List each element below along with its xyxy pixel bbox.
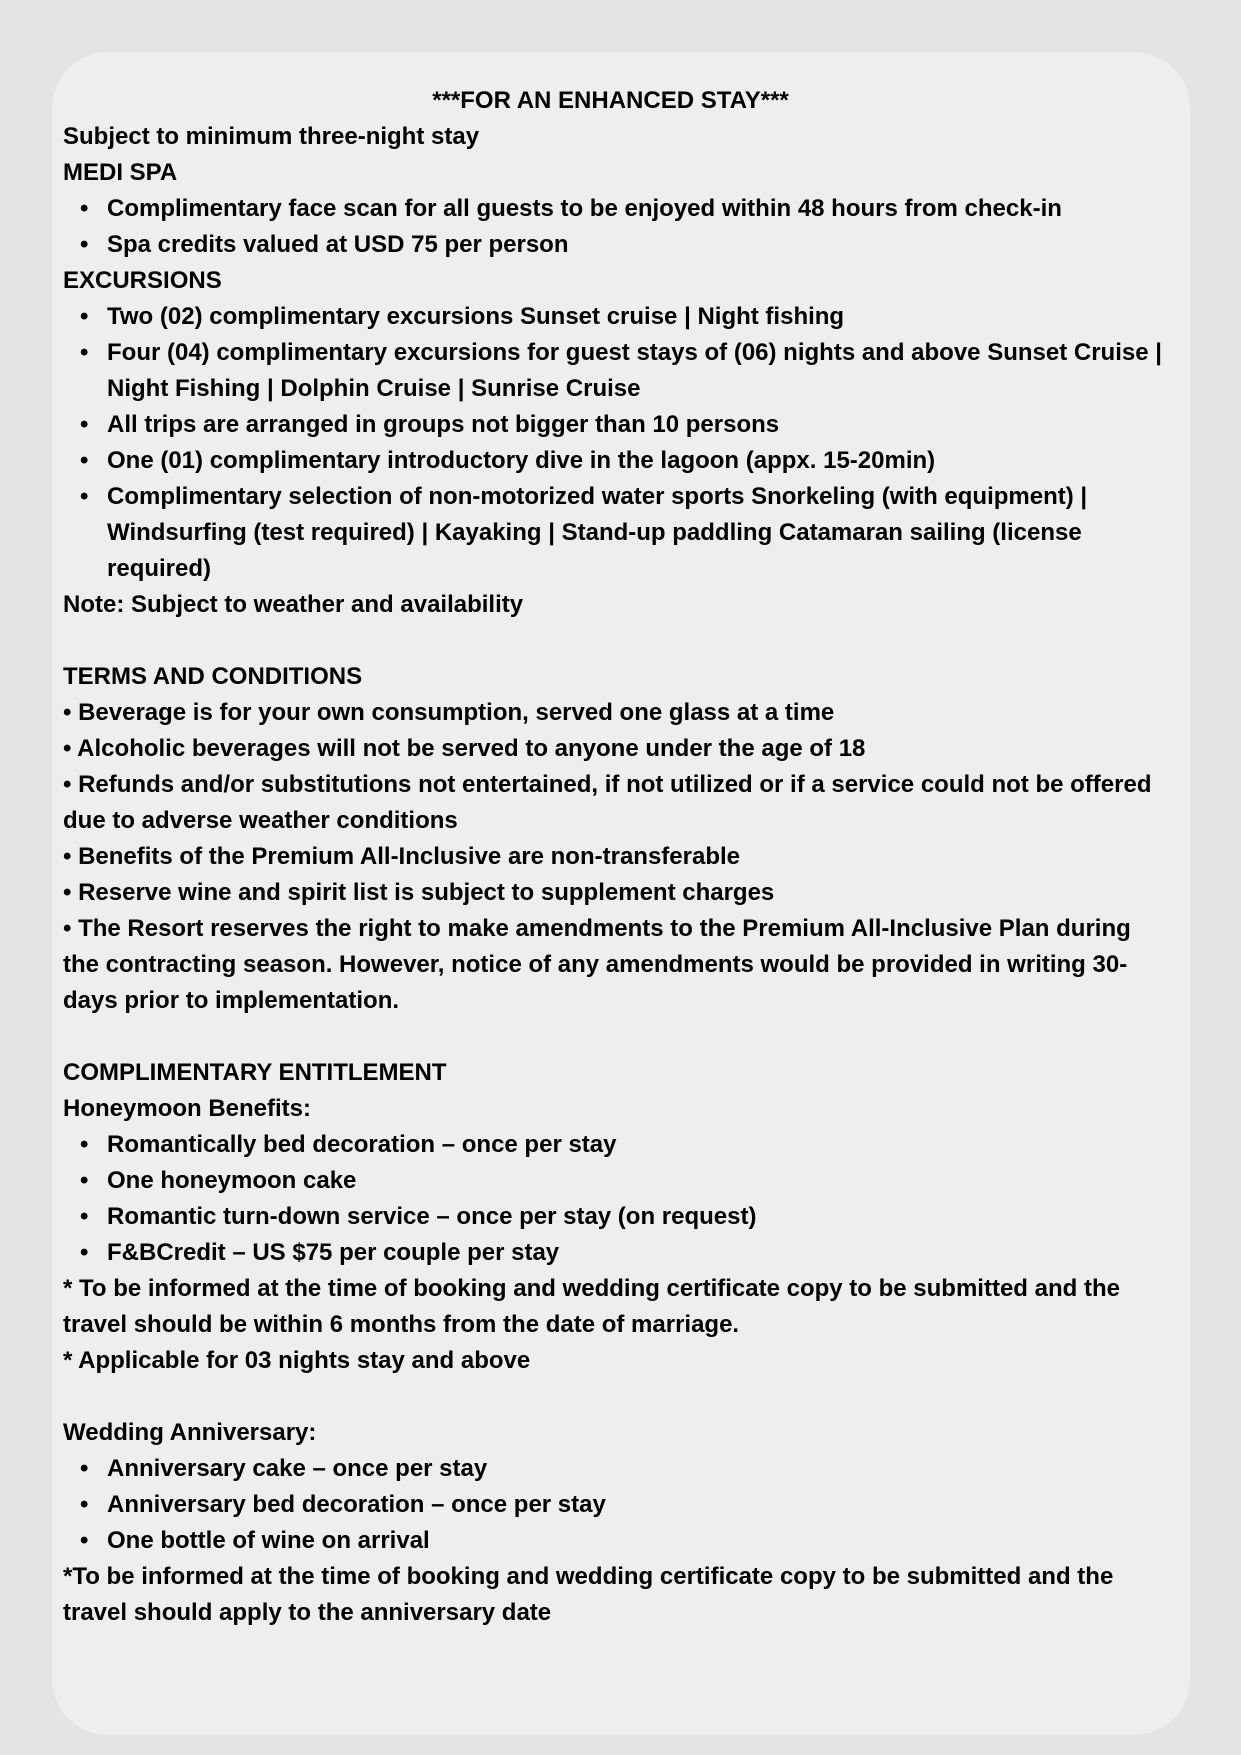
bullet-icon: • bbox=[80, 1527, 89, 1554]
bullet-icon: • bbox=[80, 195, 89, 222]
anniversary-note: *To be informed at the time of booking and wedding certificate copy to be submitted and the travel should apply to the anniversary date bbox=[63, 1563, 1114, 1626]
honeymoon-list bbox=[63, 1127, 1190, 1271]
list-item: • Complimentary selection of non-motorized water sports Snorkeling (with equipment) | Windsurfing (test required) | Kayaking | Stand-up paddling Catamaran sailing (license required) bbox=[63, 479, 1168, 587]
bullet-icon: • bbox=[80, 1491, 89, 1518]
bullet-icon: • bbox=[80, 1167, 89, 1194]
list-item: • Spa credits valued at USD 75 per person bbox=[63, 227, 1168, 263]
list-item: • Romantic turn-down service – once per stay (on request) bbox=[63, 1199, 1168, 1235]
list-item: • Anniversary cake – once per stay bbox=[63, 1451, 1168, 1487]
bullet-icon: • bbox=[80, 1203, 89, 1230]
medi-spa-heading: MEDI SPA bbox=[63, 159, 178, 186]
bullet-icon: • bbox=[80, 1239, 89, 1266]
spacer bbox=[63, 1019, 1190, 1055]
terms-item: • Beverage is for your own consumption, served one glass at a time bbox=[63, 699, 835, 726]
list-item: • Anniversary bed decoration – once per stay bbox=[63, 1487, 1168, 1523]
list-item: • One (01) complimentary introductory dive in the lagoon (appx. 15-20min) bbox=[63, 443, 1168, 479]
medi-spa-list bbox=[63, 191, 1190, 263]
terms-item: • Alcoholic beverages will not be served to anyone under the age of 18 bbox=[63, 735, 866, 762]
entitlement-heading: COMPLIMENTARY ENTITLEMENT bbox=[63, 1059, 447, 1086]
terms-item: • The Resort reserves the right to make amendments to the Premium All-Inclusive Plan during the contracting season. However, notice of any amendments would be provided in writing 30-days prior to implementation. bbox=[63, 915, 1131, 1014]
list-item: • F&BCredit – US $75 per couple per stay bbox=[63, 1235, 1168, 1271]
list-item: • One honeymoon cake bbox=[63, 1163, 1168, 1199]
bullet-icon: • bbox=[80, 1455, 89, 1482]
list-item: • Two (02) complimentary excursions Sunset cruise | Night fishing bbox=[63, 299, 1168, 335]
list-item: • Complimentary face scan for all guests to be enjoyed within 48 hours from check-in bbox=[63, 191, 1168, 227]
spacer bbox=[63, 623, 1190, 659]
excursions-list bbox=[63, 299, 1190, 587]
bullet-icon: • bbox=[80, 339, 89, 366]
bullet-icon: • bbox=[80, 1131, 89, 1158]
terms-item: • Benefits of the Premium All-Inclusive are non-transferable bbox=[63, 843, 741, 870]
bullet-icon: • bbox=[80, 447, 89, 474]
anniversary-heading: Wedding Anniversary: bbox=[63, 1419, 317, 1446]
honeymoon-note: * To be informed at the time of booking and wedding certificate copy to be submitted and the travel should be within 6 months from the date of marriage. bbox=[63, 1275, 1120, 1338]
document-title: ***FOR AN ENHANCED STAY*** bbox=[432, 87, 789, 114]
honeymoon-note: * Applicable for 03 nights stay and above bbox=[63, 1347, 531, 1374]
list-item: • All trips are arranged in groups not bigger than 10 persons bbox=[63, 407, 1168, 443]
anniversary-list bbox=[63, 1451, 1190, 1559]
honeymoon-heading: Honeymoon Benefits: bbox=[63, 1095, 312, 1122]
excursions-note: Note: Subject to weather and availability bbox=[63, 591, 524, 618]
bullet-icon: • bbox=[80, 411, 89, 438]
bullet-icon: • bbox=[80, 483, 89, 510]
spacer bbox=[63, 1379, 1190, 1415]
list-item: • Four (04) complimentary excursions for guest stays of (06) nights and above Sunset Cruise | Night Fishing | Dolphin Cruise | Sunrise Cruise bbox=[63, 335, 1168, 407]
bullet-icon: • bbox=[80, 231, 89, 258]
bullet-icon: • bbox=[80, 303, 89, 330]
list-item: • One bottle of wine on arrival bbox=[63, 1523, 1168, 1559]
document-card bbox=[52, 52, 1190, 1735]
list-item: • Romantically bed decoration – once per stay bbox=[63, 1127, 1168, 1163]
excursions-heading: EXCURSIONS bbox=[63, 267, 222, 294]
minimum-stay-note: Subject to minimum three-night stay bbox=[63, 123, 480, 150]
terms-item: • Refunds and/or substitutions not entertained, if not utilized or if a service could not be offered due to adverse weather conditions bbox=[63, 771, 1152, 834]
terms-heading: TERMS AND CONDITIONS bbox=[63, 663, 363, 690]
terms-item: • Reserve wine and spirit list is subject to supplement charges bbox=[63, 879, 775, 906]
